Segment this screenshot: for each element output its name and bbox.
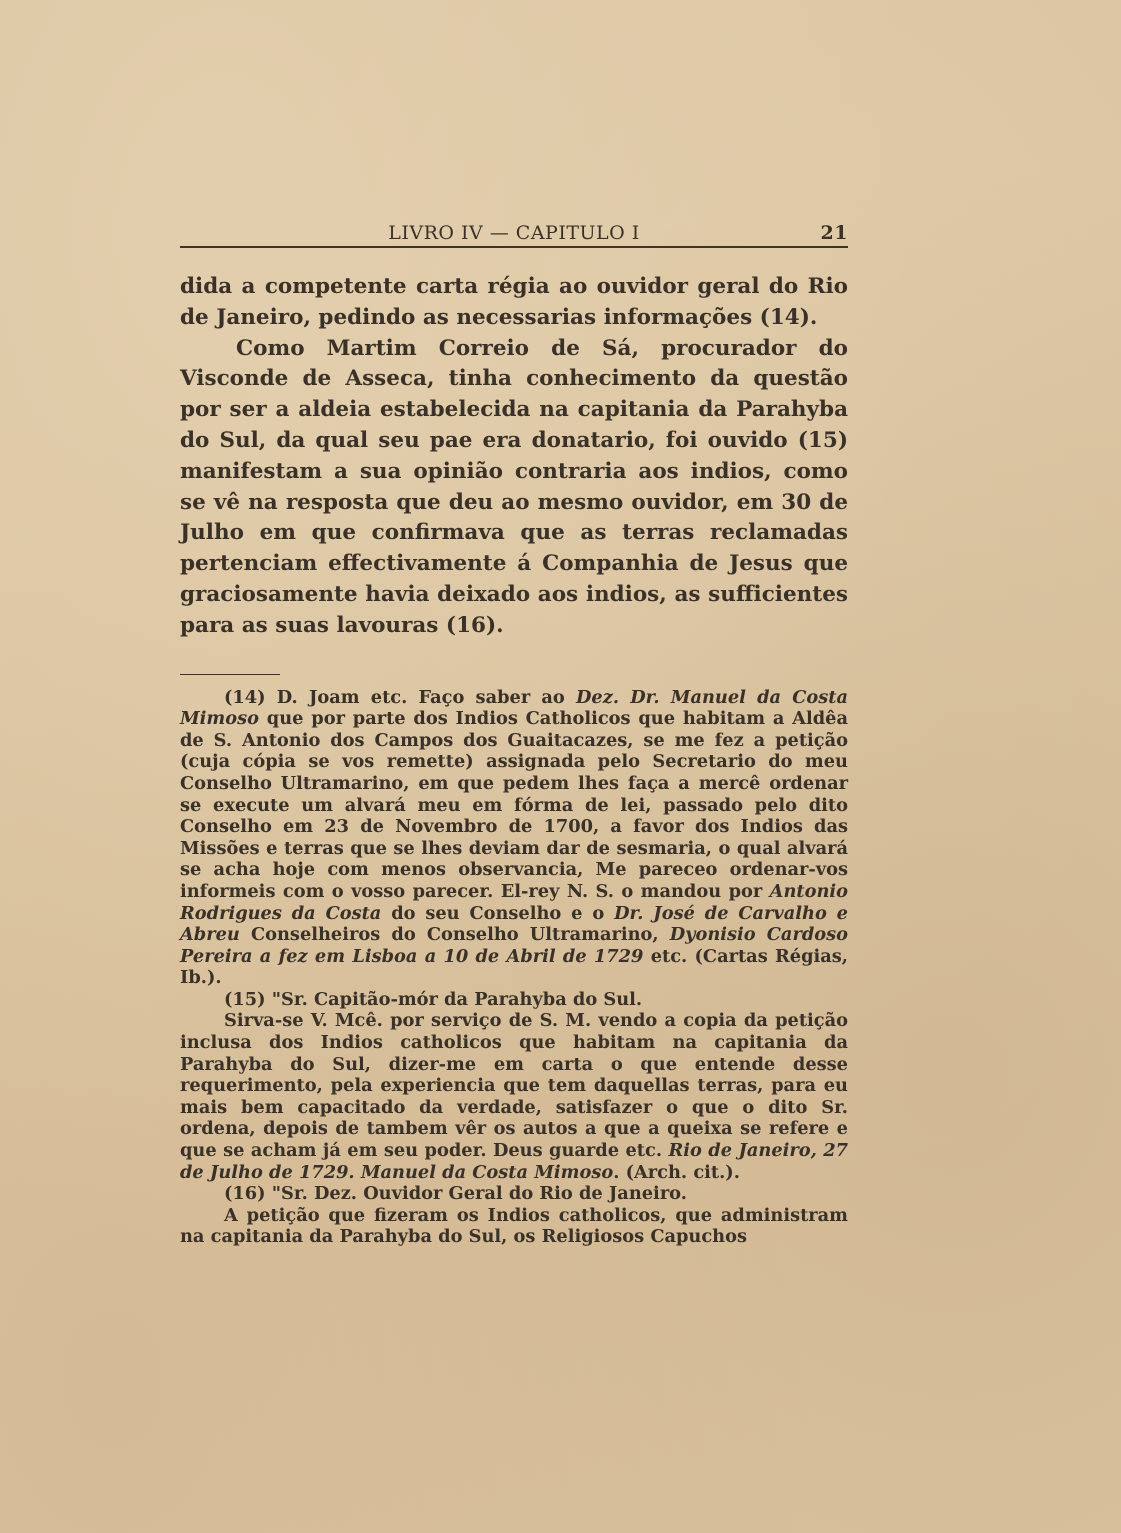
fn14-text-e: do seu Conselho e o	[381, 902, 615, 924]
footnote-15-heading: (15) "Sr. Capitão-mór da Parahyba do Sul.	[224, 988, 643, 1010]
fn14-italic-b: Dez. Dr. Manuel da Costa Mimoso	[180, 686, 849, 730]
fn14-text-g: Conselheiros do Conselho Ultramarino,	[239, 924, 670, 946]
fn14-italic-h: Dyonisio Cardoso Pereira a fez em Lisboa a 10 de Abril de 1729	[180, 924, 848, 967]
fn14-text-a: (14) D. Joam etc. Faço saber ao	[224, 686, 576, 708]
fn15-text-b: Sirva-se V. Mcê. por serviço de S. M. vendo a copia da petição inclusa dos Indios catholicos que habitam na capitania da Parahyba do Sul, dizer-me em carta o que entende desse requerimento, pela experiencia que tem daquellas terras, para eu mais bem capacitado da verdade, satisfazer o que o dito Sr. ordena, depois de tambem vêr os autos a que a queixa se refere e que se acham já em seu poder. Deus guarde etc.	[180, 1010, 848, 1162]
page-number: 21	[820, 222, 848, 244]
fn15-text-d: . (Arch. cit.).	[613, 1161, 740, 1183]
fn14-italic-d: Antonio Rodrigues da Costa	[180, 880, 848, 924]
running-header	[180, 222, 848, 248]
footnote-16-heading: (16) "Sr. Dez. Ouvidor Geral do Rio de Janeiro.	[224, 1183, 687, 1205]
footnote-14	[180, 687, 848, 989]
footnote-16-body: A petição que fizeram os Indios catholicos, que administram na capitania da Parahyba do Sul, os Religiosos Capuchos	[180, 1204, 848, 1248]
fn15-italic-c: Rio de Janeiro, 27 de Julho de 1729. Manuel da Costa Mimoso	[180, 1140, 848, 1183]
paragraph-2: Como Martim Correio de Sá, procurador do Visconde de Asseca, tinha conhecimento da questão por ser a aldeia estabelecida na capitania da Parahyba do Sul, da qual seu pae era donatario, foi ouvido (15) manifestam a sua opinião contraria aos indios, como se vê na resposta que deu ao mesmo ouvidor, em 30 de Julho em que confirmava que as terras reclamadas pertenciam effectivamente á Companhia de Jesus que graciosamente havia deixado aos indios, as sufficientes para as suas lavouras (16).	[180, 335, 848, 638]
main-text	[180, 272, 848, 642]
fn14-text-c: que por parte dos Indios Catholicos que habitam a Aldêa de S. Antonio dos Campos dos Guaitacazes, se me fez a petição (cuja cópia se vos remette) assignada pelo Secretario do meu Conselho Ultramarino, em que pedem lhes faça a mercê ordenar se execute um alvará meu em fórma de lei, passado pelo dito Conselho em 23 de Novembro de 1700, a favor dos Indios das Missões e terras que se lhes deviam dar de sesmaria, o qual alvará se acha hoje com menos observancia, Me pareceo ordenar-vos informeis com o vosso parecer. El-rey N. S. o mandou por	[180, 708, 848, 902]
fn14-italic-f: Dr. José de Carvalho e Abreu	[180, 902, 848, 946]
running-title: LIVRO IV — CAPITULO I	[388, 222, 640, 244]
paragraph-1: dida a competente carta régia ao ouvidor geral do Rio de Janeiro, pedindo as necessarias informações (14).	[180, 274, 848, 330]
footnote-15-body	[180, 1010, 848, 1183]
footnotes	[180, 687, 848, 1248]
footnote-rule	[180, 674, 280, 675]
page	[180, 222, 848, 1248]
fn14-text-i: etc. (Cartas Régias, Ib.).	[180, 945, 848, 989]
